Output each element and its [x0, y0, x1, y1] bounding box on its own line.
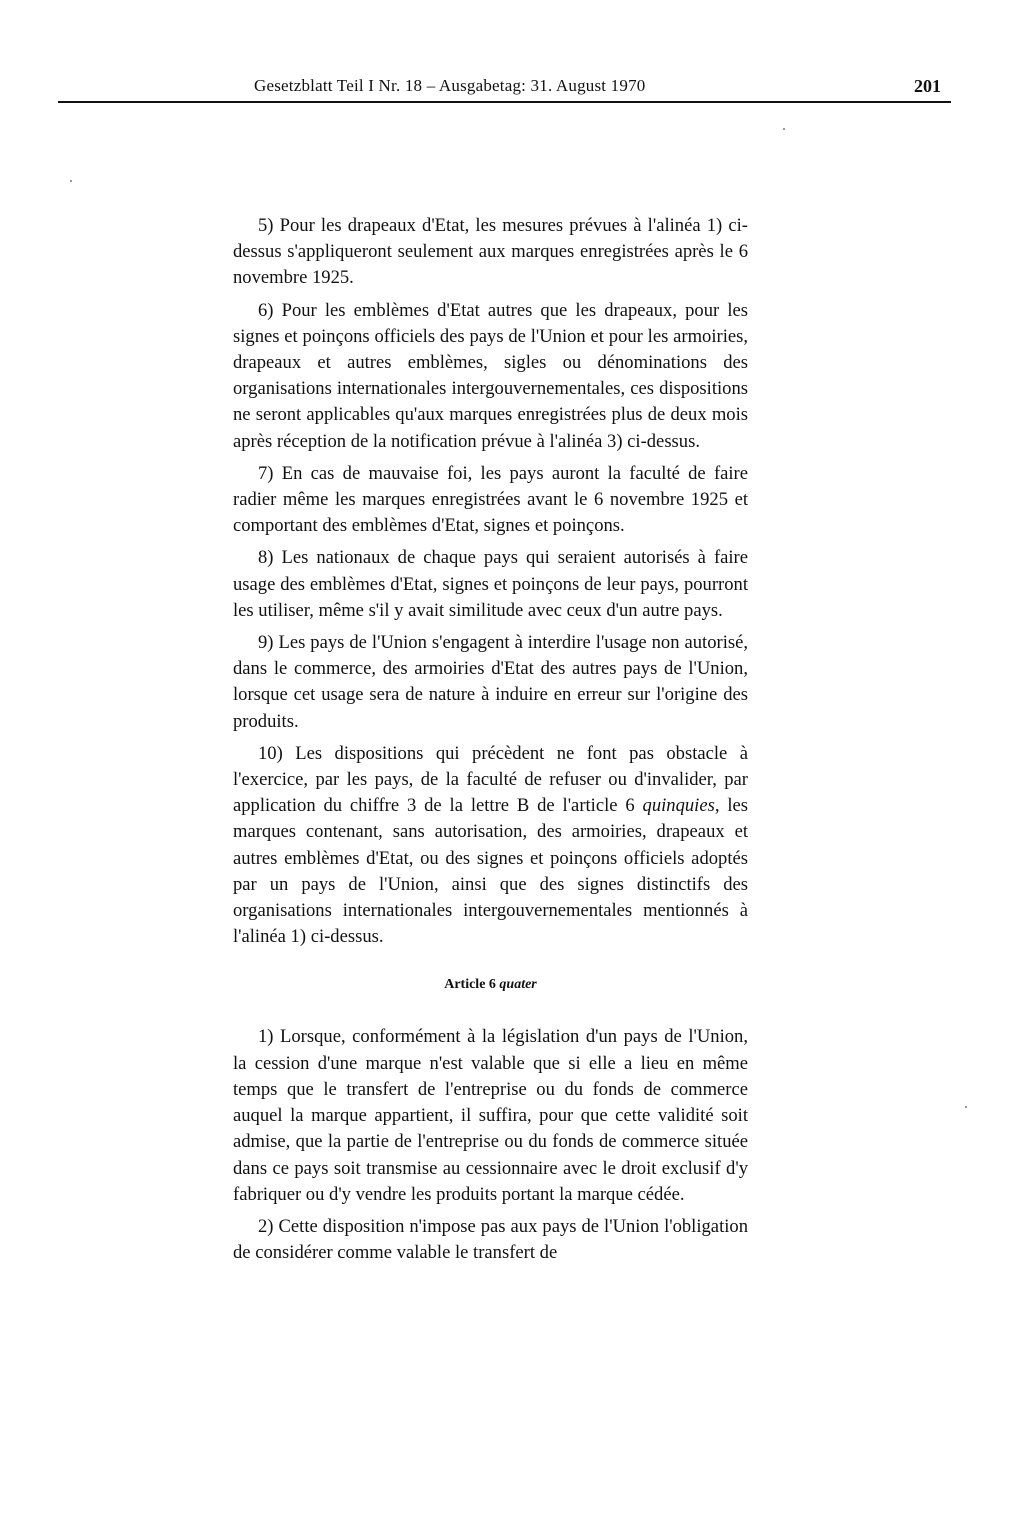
scan-speck — [70, 180, 72, 182]
paragraph-10-part-2: , les marques contenant, sans autorisation, des armoiries, drapeaux et autres emblèmes d'Etat, ou des signes et poinçons officiels adoptés par un pays de l'Union, ainsi que des signes distinctifs des organisations internationales intergouvernementales mentionnés à l'alinéa 1) ci-dessus. — [233, 795, 749, 948]
running-header: Gesetzblatt Teil I Nr. 18 – Ausgabetag: 31. August 1970 — [254, 76, 646, 95]
article-heading — [233, 976, 748, 994]
text-column — [233, 213, 748, 1272]
article-heading-prefix: Article 6 — [444, 977, 500, 993]
header-rule — [58, 101, 951, 103]
scan-speck — [965, 1106, 967, 1108]
paragraph-10 — [233, 741, 748, 951]
paragraph-8: 8) Les nationaux de chaque pays qui seraient autorisés à faire usage des emblèmes d'Etat, signes et poinçons de leur pays, pourront les utiliser, même s'il y avait similitude avec ceux d'un autre pays. — [233, 547, 748, 621]
article-heading-italic: quater — [499, 977, 537, 993]
paragraph-9: 9) Les pays de l'Union s'engagent à interdire l'usage non autorisé, dans le commerce, des armoiries d'Etat des autres pays de l'Union, lorsque cet usage sera de nature à induire en erreur sur l'origine des produits. — [233, 632, 748, 732]
page-number: 201 — [914, 76, 941, 96]
paragraph-6: 6) Pour les emblèmes d'Etat autres que les drapeaux, pour les signes et poinçons officiels des pays de l'Union et pour les armoiries, drapeaux et autres emblèmes, sigles ou dénominations des organisations internationales intergouvernementales, ces dispositions ne seront applicables qu'aux marques enregistrées plus de deux mois après réception de la notification prévue à l'alinéa 3) ci-dessus. — [233, 299, 748, 452]
paragraph-10-part-1: 10) Les dispositions qui précèdent ne font pas obstacle à l'exercice, par les pays, de la faculté de refuser ou d'invalider, par application du chiffre 3 de la lettre B de l'article 6 — [233, 742, 748, 817]
paragraph-10-italic: quinquies — [642, 795, 715, 817]
paragraph-5: 5) Pour les drapeaux d'Etat, les mesures prévues à l'alinéa 1) ci-dessus s'appliqueront seulement aux marques enregistrées après le 6 novembre 1925. — [233, 215, 748, 289]
article-paragraph-2: 2) Cette disposition n'impose pas aux pays de l'Union l'obligation de considérer comme valable le transfert de — [233, 1215, 748, 1264]
paragraph-7: 7) En cas de mauvaise foi, les pays auront la faculté de faire radier même les marques enregistrées avant le 6 novembre 1925 et comportant des emblèmes d'Etat, signes et poinçons. — [233, 462, 748, 537]
scan-speck — [783, 128, 785, 130]
article-paragraph-1: 1) Lorsque, conformément à la législation d'un pays de l'Union, la cession d'une marque n'est valable que si elle a lieu en même temps que le transfert de l'entreprise ou du fonds de commerce auquel la marque appartient, il suffira, pour que cette validité soit admise, que la partie de l'entreprise ou du fonds de commerce située dans ce pays soit transmise au cessionnaire avec le droit exclusif d'y fabriquer ou d'y vendre les produits portant la marque cédée. — [233, 1026, 748, 1205]
